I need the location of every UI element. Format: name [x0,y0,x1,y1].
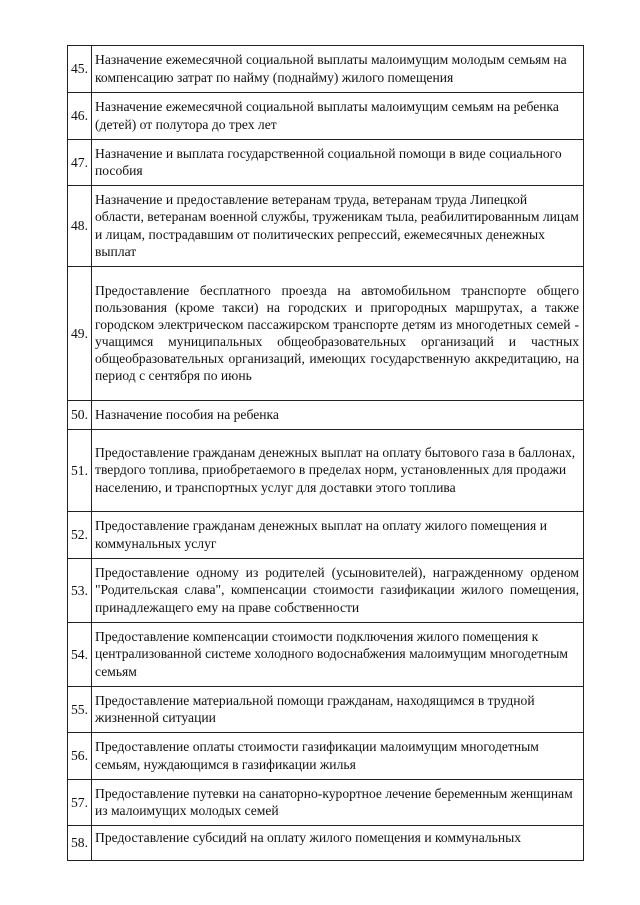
row-number: 54. [68,623,92,687]
row-number: 48. [68,186,92,267]
table-row [68,780,584,826]
row-number: 50. [68,401,92,430]
service-name: Назначение ежемесячной социальной выплаты малоимущим семьям на ребенка (детей) от полутора до трех лет [92,93,584,140]
table-row [68,430,584,512]
service-name: Предоставление бесплатного проезда на автомобильном транспорте общего пользования (кроме такси) на городских и пригородных маршрутах, а также городском электрическом пассажирском транспорте детям из многодетных семей - учащимся муниципальных общеобразовательных организаций и частных общеобразовательных организаций, имеющих государственную аккредитацию, на период с сентября по июнь [92,267,584,401]
table-row [68,623,584,687]
table-row [68,401,584,430]
table-row [68,267,584,401]
service-name: Предоставление материальной помощи гражданам, находящимся в трудной жизненной ситуации [92,687,584,733]
service-name: Назначение и выплата государственной социальной помощи в виде социального пособия [92,140,584,186]
service-name: Назначение и предоставление ветеранам труда, ветеранам труда Липецкой области, ветеранам военной службы, труженикам тыла, реабилитированным лицам и лицам, пострадавшим от политических репрессий, ежемесячных денежных выплат [92,186,584,267]
row-number: 58. [68,826,92,861]
row-number: 55. [68,687,92,733]
table-row [68,512,584,559]
service-name: Предоставление путевки на санаторно-курортное лечение беременным женщинам из малоимущих молодых семей [92,780,584,826]
row-number: 53. [68,559,92,623]
service-name: Предоставление субсидий на оплату жилого помещения и коммунальных [92,826,584,861]
service-name: Назначение пособия на ребенка [92,401,584,430]
service-name: Предоставление оплаты стоимости газификации малоимущим многодетным семьям, нуждающимся в газификации жилья [92,733,584,780]
row-number: 52. [68,512,92,559]
row-number: 56. [68,733,92,780]
row-number: 51. [68,430,92,512]
service-name: Предоставление компенсации стоимости подключения жилого помещения к централизованной системе холодного водоснабжения малоимущим многодетным семьям [92,623,584,687]
table-row [68,826,584,861]
service-name: Назначение ежемесячной социальной выплаты малоимущим молодым семьям на компенсацию затрат по найму (поднайму) жилого помещения [92,46,584,93]
service-name: Предоставление одному из родителей (усыновителей), награжденному орденом "Родительская слава", компенсации стоимости газификации жилого помещения, принадлежащего ему на праве собственности [92,559,584,623]
table-row [68,186,584,267]
row-number: 46. [68,93,92,140]
row-number: 57. [68,780,92,826]
services-table [67,45,584,861]
row-number: 47. [68,140,92,186]
services-table-body [68,46,584,861]
table-row [68,687,584,733]
table-row [68,46,584,93]
row-number: 45. [68,46,92,93]
row-number: 49. [68,267,92,401]
service-name: Предоставление гражданам денежных выплат на оплату жилого помещения и коммунальных услуг [92,512,584,559]
table-row [68,559,584,623]
table-row [68,733,584,780]
table-row [68,93,584,140]
table-row [68,140,584,186]
service-name: Предоставление гражданам денежных выплат на оплату бытового газа в баллонах, твердого топлива, приобретаемого в пределах норм, установленных для продажи населению, и транспортных услуг для доставки этого топлива [92,430,584,512]
